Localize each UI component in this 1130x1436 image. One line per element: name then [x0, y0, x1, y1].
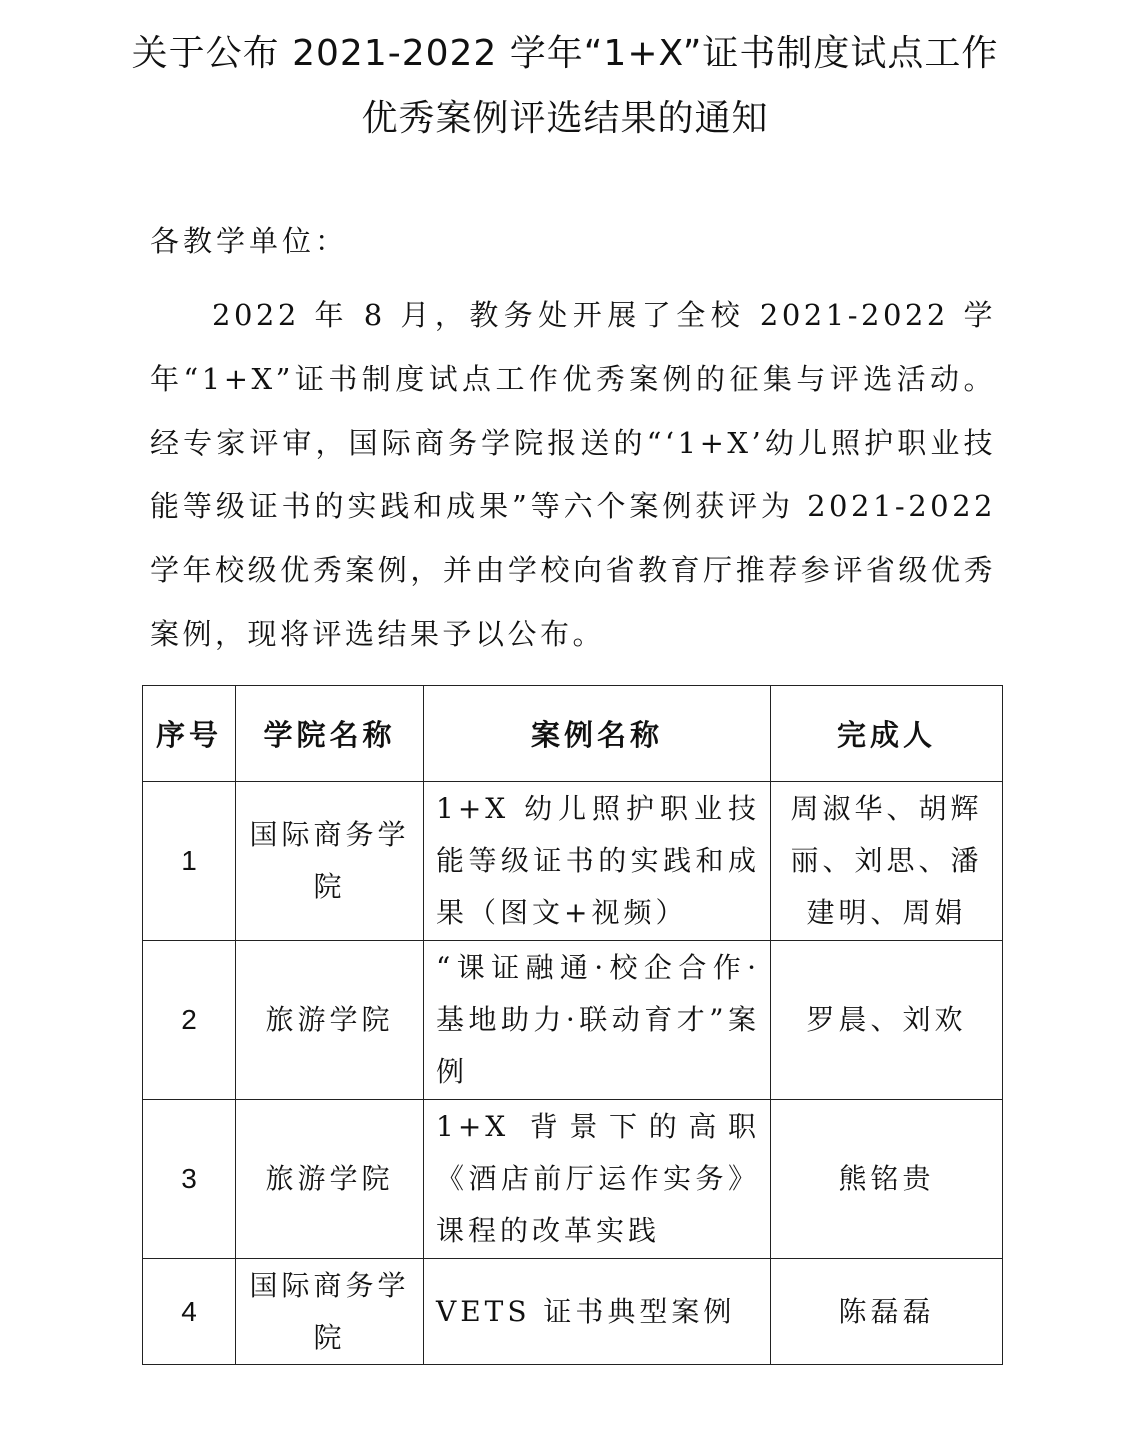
salutation: 各教学单位： [150, 224, 349, 258]
row-college: 国际商务学院 [236, 1259, 424, 1365]
header-college: 学院名称 [236, 686, 424, 782]
row-people: 陈磊磊 [771, 1259, 1003, 1365]
row-number: 4 [143, 1259, 236, 1365]
table-row [143, 1100, 1003, 1259]
row-people: 周淑华、胡辉丽、刘思、潘建明、周娟 [771, 782, 1003, 941]
notice-title-line-1: 关于公布 2021-2022 学年“1+X”证书制度试点工作 [131, 33, 999, 74]
row-number: 3 [143, 1100, 236, 1259]
table-header-row [143, 686, 1003, 782]
results-table [142, 685, 1003, 1365]
header-people: 完成人 [771, 686, 1003, 782]
table-row [143, 782, 1003, 941]
row-case-name: 1+X 背景下的高职《酒店前厅运作实务》 课程的改革实践 [424, 1100, 771, 1259]
row-case-name: 1+X 幼儿照护职业技能等级证书的实践和成果（图文+视频） [424, 782, 771, 941]
table-row [143, 941, 1003, 1100]
notice-title-line-2: 优秀案例评选结果的通知 [361, 98, 769, 139]
row-college: 旅游学院 [236, 1100, 424, 1259]
row-case-name: “课证融通·校企合作·基地助力·联动育才”案例 [424, 941, 771, 1100]
row-college: 国际商务学院 [236, 782, 424, 941]
row-case-name: VETS 证书典型案例 [424, 1259, 771, 1365]
body-paragraph: 2022 年 8 月，教务处开展了全校 2021-2022 学年“1+X”证书制度试点工作优秀案例的征集与评选活动。经专家评审，国际商务学院报送的“‘1+X’幼儿照护职业技能等级证书的实践和成果”等六个案例获评为 2021-2022 学年校级优秀案例，并由学校向省教育厅推荐参评省级优秀案例，现将评选结果予以公布。 [150, 298, 996, 651]
row-people: 罗晨、刘欢 [771, 941, 1003, 1100]
row-people: 熊铭贵 [771, 1100, 1003, 1259]
table-row [143, 1259, 1003, 1365]
row-number: 2 [143, 941, 236, 1100]
header-case-name: 案例名称 [424, 686, 771, 782]
header-number: 序号 [143, 686, 236, 782]
row-number: 1 [143, 782, 236, 941]
row-college: 旅游学院 [236, 941, 424, 1100]
